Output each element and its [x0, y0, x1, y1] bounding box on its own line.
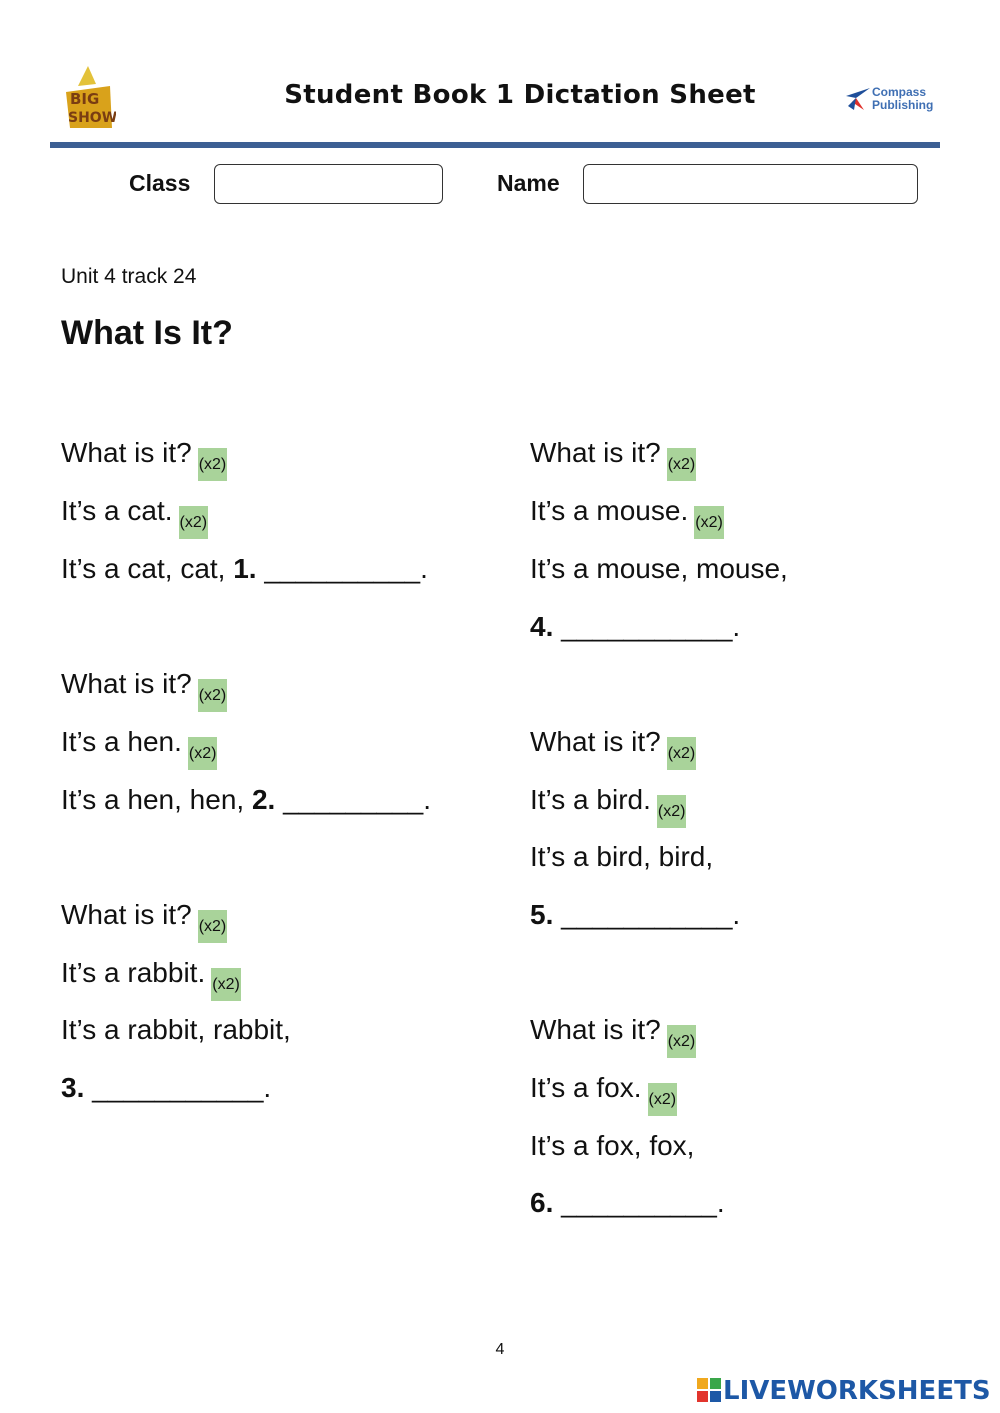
lyric-line: [530, 436, 696, 481]
lyric-line: [61, 436, 227, 481]
page-number: 4: [495, 1341, 505, 1358]
lyric-line: [61, 1071, 271, 1105]
lyric-line: [530, 610, 740, 644]
lyric-line: [61, 552, 428, 586]
blank-number: 3.: [61, 1072, 85, 1103]
repeat-tag: (x2): [667, 448, 697, 481]
lyric-text: It’s a cat.: [61, 495, 173, 526]
track-label: Unit 4 track 24: [61, 265, 197, 288]
answer-blank-6[interactable]: __________.: [553, 1187, 725, 1218]
lyric-line: [530, 1129, 694, 1163]
repeat-tag: (x2): [211, 968, 241, 1001]
sheet-title: Student Book 1 Dictation Sheet: [284, 80, 756, 110]
lyric-text: It’s a fox, fox,: [530, 1130, 695, 1161]
lyric-line: [61, 956, 241, 1001]
blank-number: 1.: [233, 553, 257, 584]
lyric-line: [61, 667, 227, 712]
lyric-text: What is it?: [530, 437, 661, 468]
watermark-text: LIVEWORKSHEETS: [723, 1376, 991, 1406]
lyric-text: What is it?: [530, 1014, 661, 1045]
repeat-tag: (x2): [188, 737, 218, 770]
repeat-tag: (x2): [667, 737, 697, 770]
lyric-line: [530, 494, 724, 539]
lyric-line: [61, 1013, 291, 1047]
lyric-line: [61, 783, 431, 817]
header-divider: [50, 142, 940, 148]
repeat-tag: (x2): [198, 910, 228, 943]
lyric-text: What is it?: [530, 726, 661, 757]
lyric-text: It’s a rabbit.: [61, 957, 206, 988]
lyric-text: What is it?: [61, 437, 192, 468]
repeat-tag: (x2): [694, 506, 724, 539]
answer-blank-1[interactable]: __________.: [256, 553, 428, 584]
compass-star-icon: [844, 84, 872, 112]
repeat-tag: (x2): [657, 795, 687, 828]
lyric-line: [61, 725, 217, 770]
repeat-tag: (x2): [198, 679, 228, 712]
compass-publishing-logo: [844, 84, 934, 114]
answer-blank-3[interactable]: ___________.: [84, 1072, 272, 1103]
lyric-text: It’s a hen, hen,: [61, 784, 252, 815]
blank-number: 4.: [530, 611, 554, 642]
repeat-tag: (x2): [198, 448, 228, 481]
lyric-line: [61, 494, 208, 539]
answer-blank-5[interactable]: ___________.: [553, 899, 741, 930]
answer-blank-2[interactable]: _________.: [275, 784, 432, 815]
lyric-text: It’s a bird.: [530, 784, 651, 815]
repeat-tag: (x2): [648, 1083, 678, 1116]
class-label: Class: [129, 170, 191, 196]
big-show-logo: [60, 64, 116, 130]
lyric-line: [530, 1186, 725, 1220]
lyric-text: What is it?: [61, 668, 192, 699]
lyric-text: It’s a fox.: [530, 1072, 642, 1103]
lyric-line: [530, 552, 788, 586]
liveworksheets-icon: [697, 1378, 721, 1402]
lyric-line: [530, 1071, 677, 1116]
lyric-line: [530, 783, 686, 828]
name-label: Name: [497, 170, 560, 196]
song-title: What Is It?: [61, 314, 233, 352]
blank-number: 6.: [530, 1187, 554, 1218]
lyric-line: [530, 898, 740, 932]
name-input[interactable]: [583, 164, 918, 204]
blank-number: 5.: [530, 899, 554, 930]
lyric-text: It’s a mouse, mouse,: [530, 553, 788, 584]
repeat-tag: (x2): [179, 506, 209, 539]
svg-text:SHOW: SHOW: [68, 110, 116, 126]
lyric-line: [530, 1013, 696, 1058]
lyric-line: [530, 840, 713, 874]
lyric-text: It’s a rabbit, rabbit,: [61, 1014, 291, 1045]
lyric-line: [530, 725, 696, 770]
lyric-text: It’s a bird, bird,: [530, 841, 714, 872]
lyric-text: What is it?: [61, 899, 192, 930]
lyric-text: It’s a cat, cat,: [61, 553, 234, 584]
class-input[interactable]: [214, 164, 443, 204]
repeat-tag: (x2): [667, 1025, 697, 1058]
publisher-line-1: Compass: [872, 85, 927, 99]
publisher-line-2: Publishing: [872, 98, 934, 112]
blank-number: 2.: [251, 784, 276, 815]
answer-blank-4[interactable]: ___________.: [553, 611, 741, 642]
lyric-text: It’s a mouse.: [530, 495, 689, 526]
lyric-line: [61, 898, 227, 943]
svg-text:BIG: BIG: [70, 90, 100, 108]
lyric-text: It’s a hen.: [61, 726, 182, 757]
